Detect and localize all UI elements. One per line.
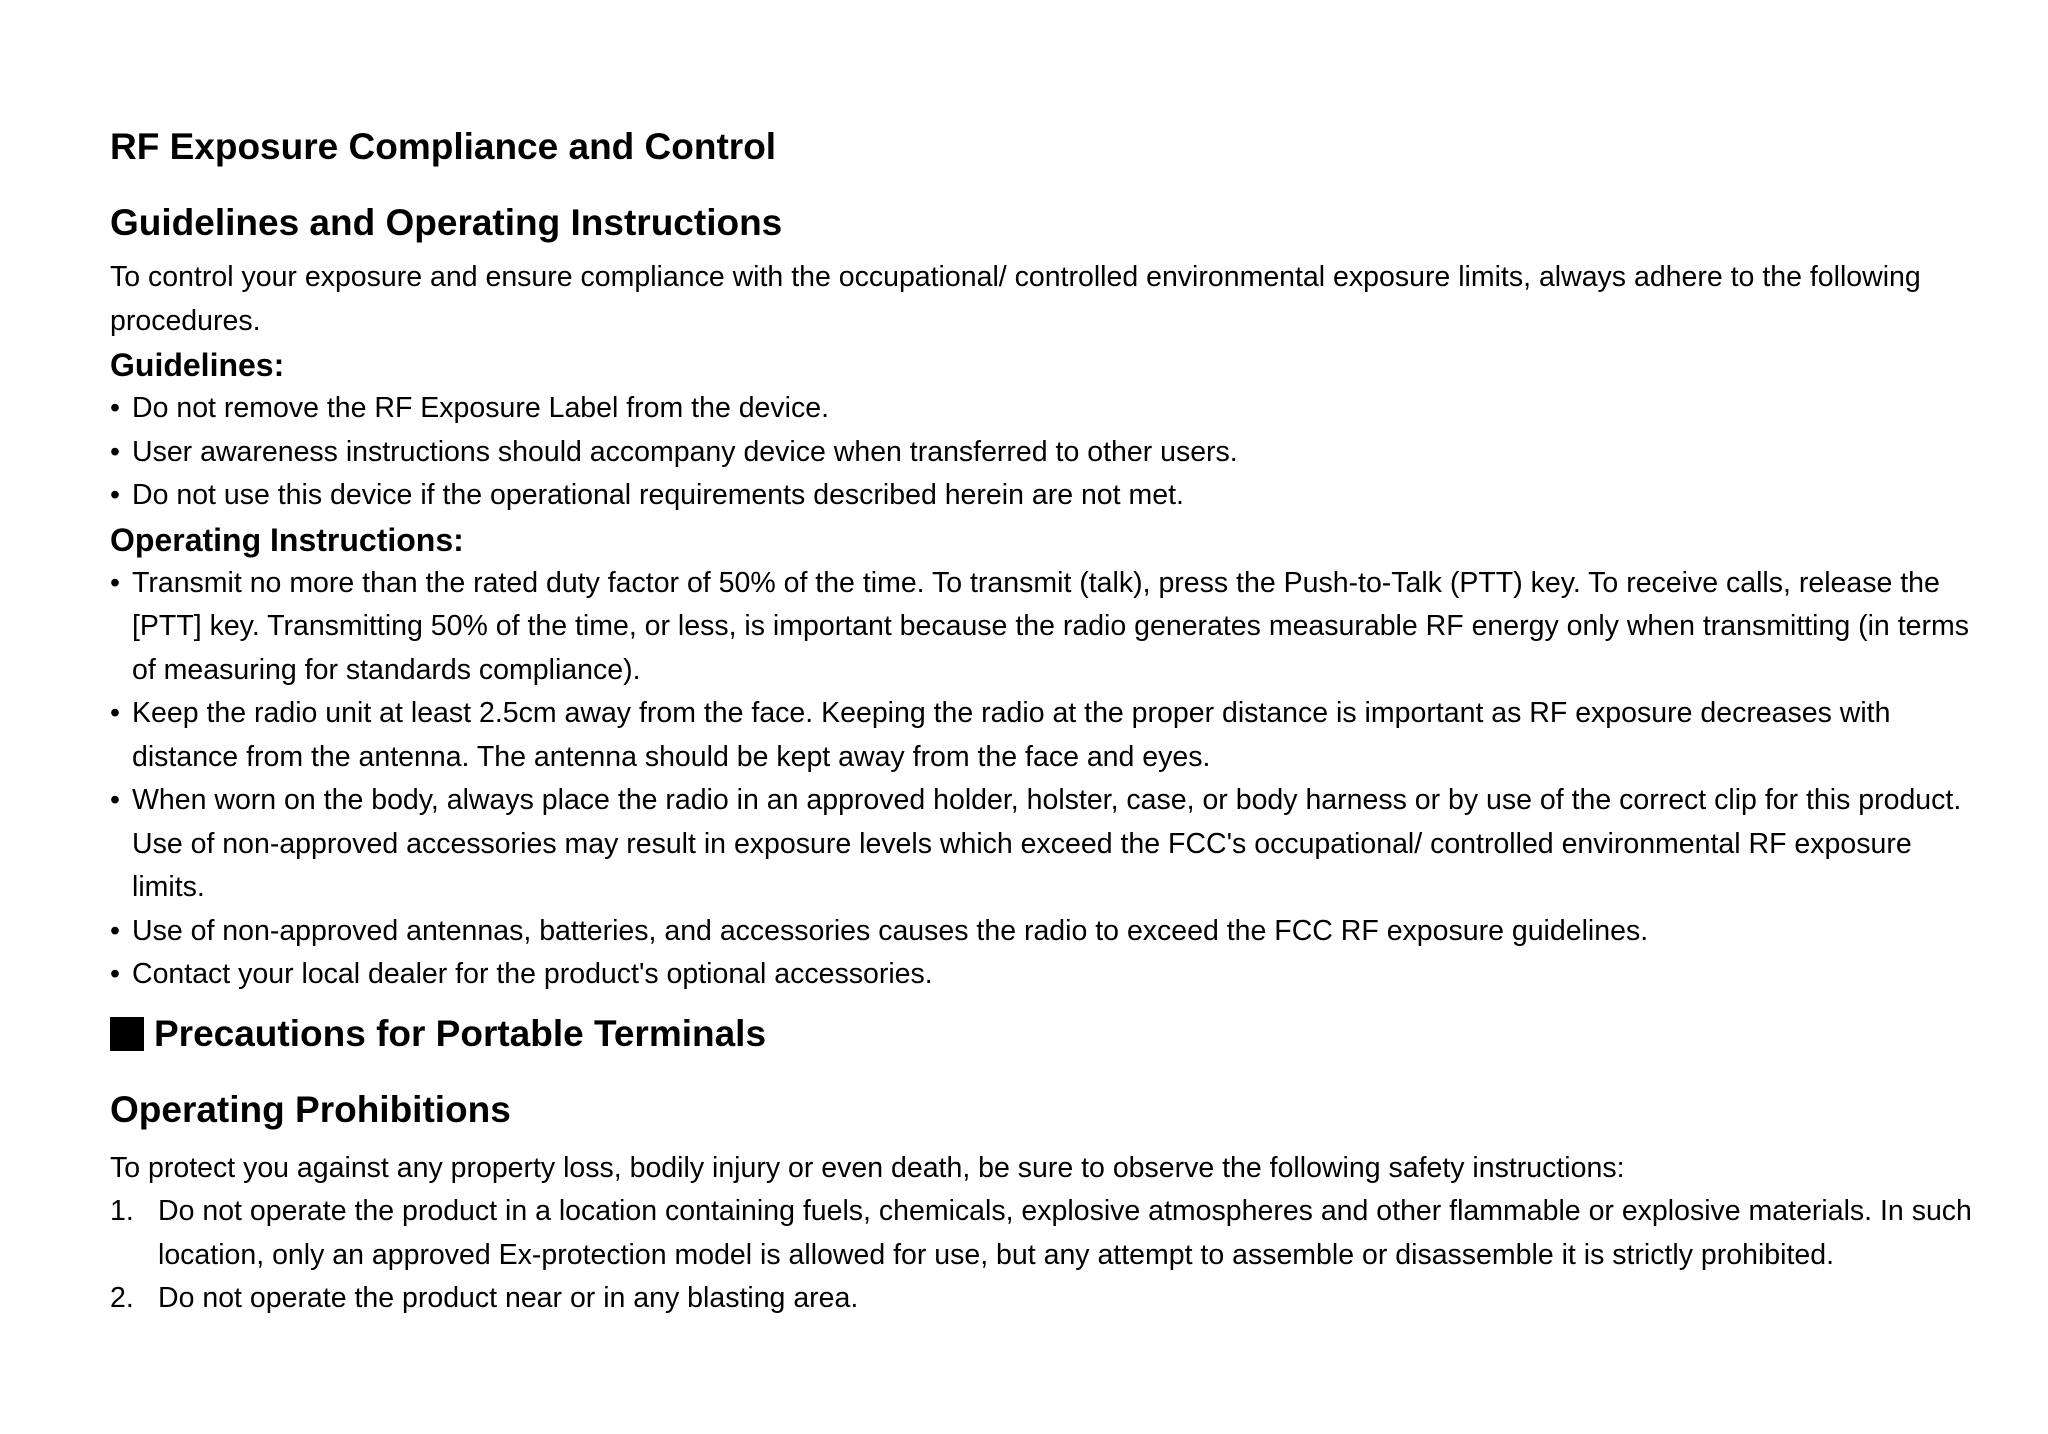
- guidelines-heading: Guidelines:: [110, 347, 285, 383]
- bullet-icon: •: [110, 392, 120, 424]
- bullet-icon: •: [110, 566, 120, 599]
- list-item: • Use of non-approved antennas, batteries, and accessories causes the radio to exceed the FCC RF exposure guidelines.: [110, 910, 1990, 954]
- bullet-icon: •: [110, 784, 120, 816]
- list-number: 1.: [110, 1195, 134, 1227]
- list-item: 1. Do not operate the product in a location containing fuels, chemicals, explosive atmospheres and other flammable or explosive materials. In such location, only an approved Ex-protection model is allowed for use, but any attempt to assemble or disassemble it is strictly prohibited.: [110, 1190, 1990, 1277]
- precautions-heading: Precautions for Portable Terminals: [110, 1009, 1990, 1059]
- operating-instructions-list: [110, 562, 1990, 997]
- guidelines-list: [110, 387, 1990, 518]
- bullet-icon: •: [110, 958, 120, 990]
- bullet-icon: •: [110, 914, 120, 947]
- list-item: • Transmit no more than the rated duty factor of 50% of the time. To transmit (talk), press the Push-to-Talk (PTT) key. To receive calls, release the [PTT] key. Transmitting 50% of the time, or less, is important because the radio generates measurable RF energy only when transmitting (in terms of measuring for standards compliance).: [110, 562, 1990, 693]
- operating-prohibitions-heading: Operating Prohibitions: [110, 1088, 511, 1130]
- list-number: 2.: [110, 1282, 134, 1314]
- list-item: • Do not use this device if the operational requirements described herein are not met.: [110, 474, 1990, 518]
- bullet-icon: •: [110, 697, 120, 729]
- prohibitions-list: [110, 1190, 1990, 1321]
- list-item: • When worn on the body, always place the radio in an approved holder, holster, case, or body harness or by use of the correct clip for this product. Use of non-approved accessories may result in exposure levels which exceed the FCC's occupational/ controlled environmental RF exposure limits.: [110, 779, 1990, 910]
- bullet-icon: •: [110, 435, 120, 468]
- operating-instructions-heading: Operating Instructions:: [110, 521, 464, 558]
- page-subtitle: Guidelines and Operating Instructions: [110, 202, 783, 243]
- prohibitions-intro: To protect you against any property loss, bodily injury or even death, be sure to observe the following safety instructions:: [110, 1151, 1625, 1184]
- list-item: • Do not remove the RF Exposure Label from the device.: [110, 387, 1990, 431]
- list-item: • User awareness instructions should accompany device when transferred to other users.: [110, 431, 1990, 475]
- page-title: RF Exposure Compliance and Control: [110, 126, 777, 167]
- list-item: 2. Do not operate the product near or in any blasting area.: [110, 1277, 1990, 1321]
- black-square-icon: [110, 1017, 144, 1051]
- list-item: • Contact your local dealer for the product's optional accessories.: [110, 953, 1990, 997]
- document-page: [110, 122, 1990, 1321]
- intro-paragraph: To control your exposure and ensure compliance with the occupational/ controlled environmental exposure limits, always adhere to the following procedures.: [110, 261, 1921, 337]
- bullet-icon: •: [110, 479, 120, 511]
- list-item: • Keep the radio unit at least 2.5cm away from the face. Keeping the radio at the proper distance is important as RF exposure decreases with distance from the antenna. The antenna should be kept away from the face and eyes.: [110, 692, 1990, 779]
